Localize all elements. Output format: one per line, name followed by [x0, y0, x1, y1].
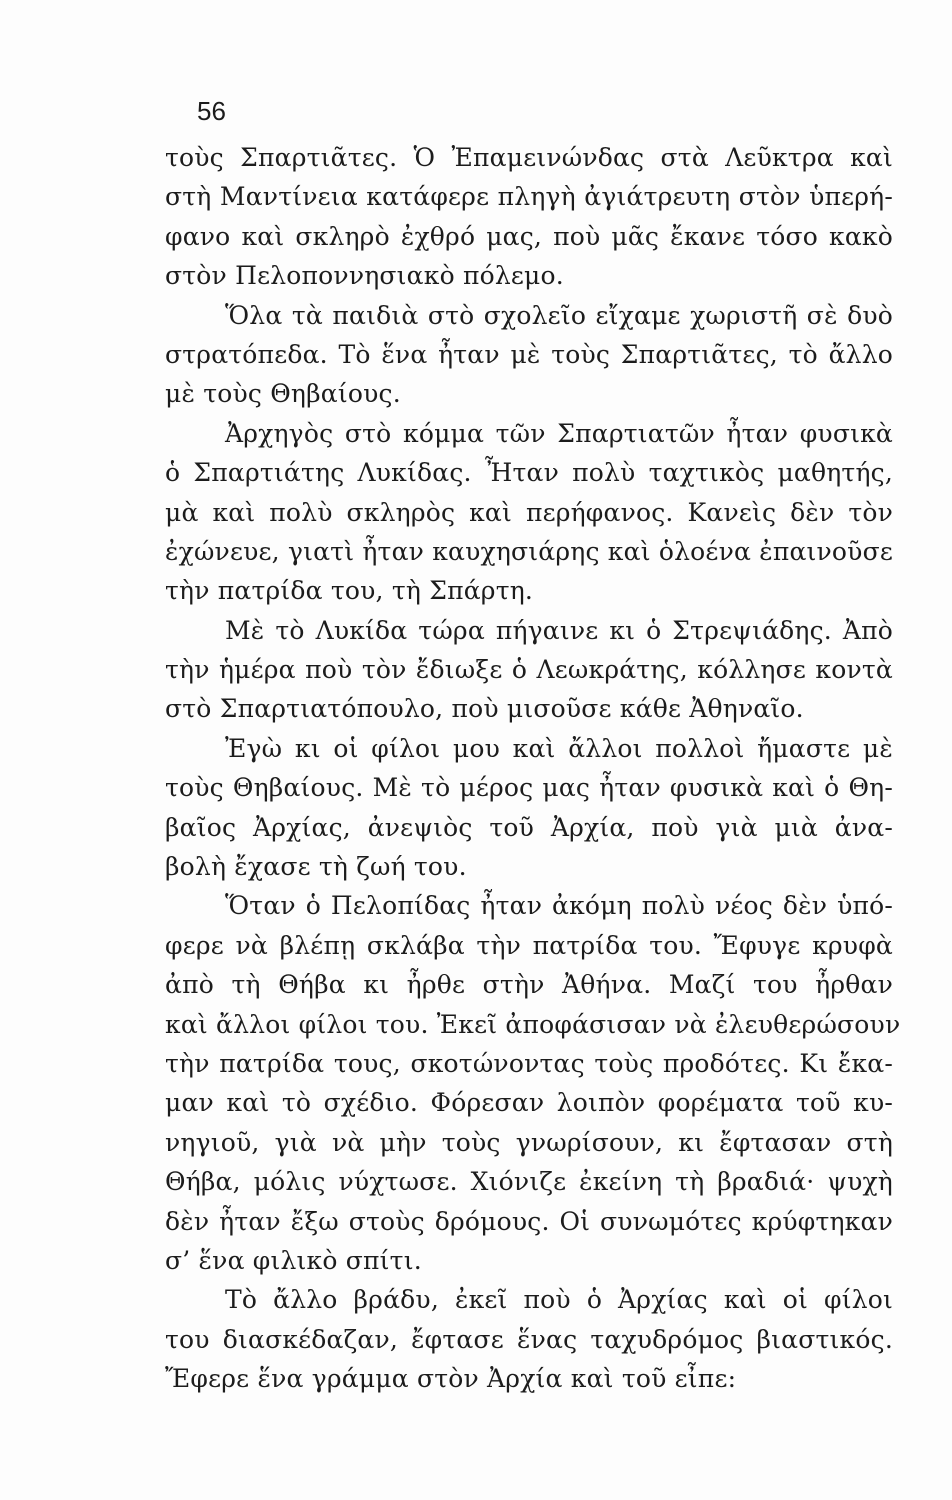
text-line: Ἀρχηγὸς στὸ κόμμα τῶν Σπαρτιατῶν ἦταν φυσικὰ	[225, 418, 893, 448]
text-line: Ὅταν ὁ Πελοπίδας ἦταν ἀκόμη πολὺ νέος δὲν ὑπό-	[225, 891, 893, 921]
text-line: ἐχώνευε, γιατὶ ἦταν καυχησιάρης καὶ ὁλοένα ἐπαινοῦσε	[165, 536, 893, 566]
text-line: σ’ ἕνα φιλικὸ σπίτι.	[165, 1245, 422, 1275]
text-line: Θήβα, μόλις νύχτωσε. Χιόνιζε ἐκείνη τὴ βραδιά· ψυχὴ	[165, 1167, 893, 1197]
text-line: τὴν πατρίδα του, τὴ Σπάρτη.	[165, 576, 534, 606]
text-line: δὲν ἦταν ἔξω στοὺς δρόμους. Οἱ συνωμότες κρύφτηκαν	[165, 1206, 893, 1236]
text-line: στὸν Πελοποννησιακὸ πόλεμο.	[165, 261, 564, 291]
text-line: μὲ τοὺς Θηβαίους.	[165, 379, 401, 409]
text-line: του διασκέδαζαν, ἔφτασε ἕνας ταχυδρόμος βιαστικός.	[165, 1324, 893, 1354]
text-line: τοὺς Σπαρτιᾶτες. Ὁ Ἐπαμεινώνδας στὰ Λεῦκτρα καὶ	[165, 143, 893, 172]
text-line: φανο καὶ σκληρὸ ἐχθρό μας, ποὺ μᾶς ἔκανε τόσο κακὸ	[165, 221, 893, 251]
text-line: τὴν πατρίδα τους, σκοτώνοντας τοὺς προδότες. Κι ἔκα-	[165, 1048, 893, 1078]
text-line: μὰ καὶ πολὺ σκληρὸς καὶ περήφανος. Κανεὶς δὲν τὸν	[165, 497, 893, 527]
text-line: Τὸ ἄλλο βράδυ, ἐκεῖ ποὺ ὁ Ἀρχίας καὶ οἱ φίλοι	[225, 1285, 893, 1315]
text-line: Μὲ τὸ Λυκίδα τώρα πήγαινε κι ὁ Στρεψιάδης. Ἀπὸ	[225, 615, 893, 645]
text-line: βαῖος Ἀρχίας, ἀνεψιὸς τοῦ Ἀρχία, ποὺ γιὰ μιὰ ἀνα-	[165, 812, 893, 842]
text-line: ἀπὸ τὴ Θήβα κι ἦρθε στὴν Ἀθήνα. Μαζί του ἦρθαν	[165, 970, 893, 1000]
text-line: βολὴ ἔχασε τὴ ζωή του.	[165, 852, 467, 882]
text-line: φερε νὰ βλέπῃ σκλάβα τὴν πατρίδα του. Ἔφυγε κρυφὰ	[165, 930, 893, 960]
text-line: μαν καὶ τὸ σχέδιο. Φόρεσαν λοιπὸν φορέματα τοῦ κυ-	[165, 1088, 893, 1118]
text-line: καὶ ἄλλοι φίλοι του. Ἐκεῖ ἀποφάσισαν νὰ ἐλευθερώσουν	[165, 1009, 901, 1039]
body-text	[165, 138, 901, 1399]
text-line: ὁ Σπαρτιάτης Λυκίδας. Ἦταν πολὺ ταχτικὸς μαθητής,	[165, 458, 893, 488]
text-line: στὸ Σπαρτιατόπουλο, ποὺ μισοῦσε κάθε Ἀθηναῖο.	[165, 694, 804, 724]
text-line: στὴ Μαντίνεια κατάφερε πληγὴ ἀγιάτρευτη στὸν ὑπερή-	[165, 182, 893, 212]
text-line: Ἐγὼ κι οἱ φίλοι μου καὶ ἄλλοι πολλοὶ ἤμαστε μὲ	[225, 733, 893, 763]
text-line: νηγιοῦ, γιὰ νὰ μὴν τοὺς γνωρίσουν, κι ἔφτασαν στὴ	[165, 1127, 893, 1157]
text-line: στρατόπεδα. Τὸ ἕνα ἦταν μὲ τοὺς Σπαρτιᾶτες, τὸ ἄλλο	[165, 339, 893, 369]
text-line: τὴν ἡμέρα ποὺ τὸν ἔδιωξε ὁ Λεωκράτης, κόλλησε κοντὰ	[165, 655, 893, 685]
text-line: τοὺς Θηβαίους. Μὲ τὸ μέρος μας ἦταν φυσικὰ καὶ ὁ Θη-	[165, 773, 893, 803]
text-line: Ὅλα τὰ παιδιὰ στὸ σχολεῖο εἴχαμε χωριστῆ σὲ δυὸ	[225, 300, 893, 330]
page-number: 56	[197, 96, 226, 126]
text-line: Ἔφερε ἕνα γράμμα στὸν Ἀρχία καὶ τοῦ εἶπε:	[165, 1364, 737, 1394]
